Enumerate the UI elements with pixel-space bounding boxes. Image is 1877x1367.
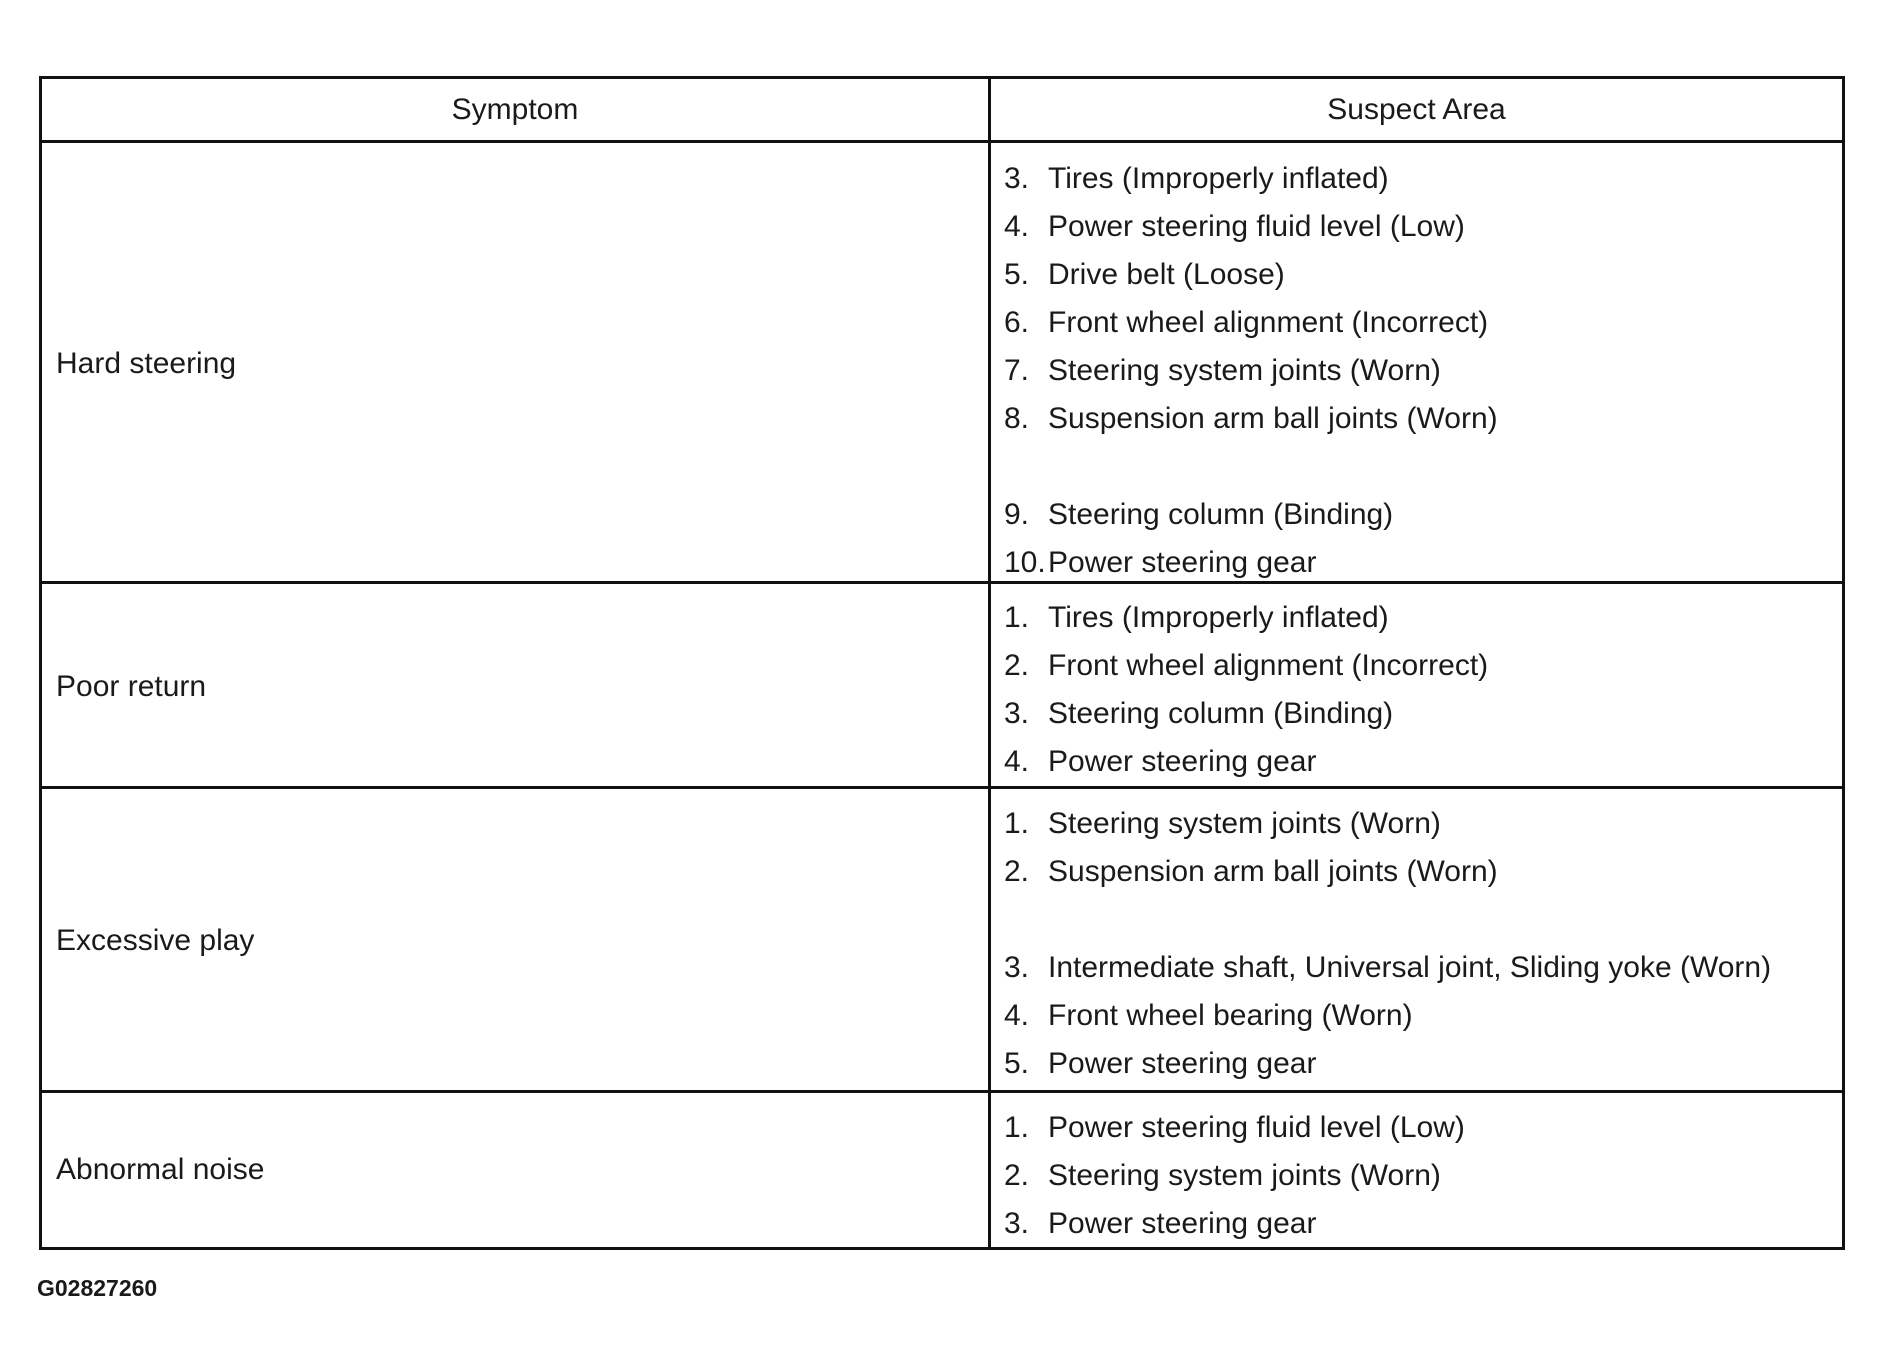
- list-item: 3. Power steering gear: [1004, 1207, 1317, 1240]
- list-item: 1. Power steering fluid level (Low): [1004, 1111, 1465, 1144]
- table-header-row: [42, 79, 1842, 140]
- suspect-area-list: [1004, 594, 1832, 786]
- table-row: [42, 786, 1842, 1093]
- suspect-area-list: [1004, 155, 1832, 587]
- list-item: 5. Drive belt (Loose): [1004, 258, 1285, 291]
- symptom-cell: Abnormal noise: [56, 1153, 265, 1186]
- table-row: [42, 581, 1842, 789]
- list-item: 8. Suspension arm ball joints (Worn): [1004, 402, 1498, 435]
- table-row: [42, 140, 1842, 584]
- list-item: 10. Power steering gear: [1004, 546, 1317, 579]
- list-item: 9. Steering column (Binding): [1004, 498, 1394, 531]
- list-item: 2. Front wheel alignment (Incorrect): [1004, 649, 1489, 682]
- list-item: 2. Steering system joints (Worn): [1004, 1159, 1441, 1192]
- list-item: 4. Power steering fluid level (Low): [1004, 210, 1465, 243]
- figure-id: G02827260: [37, 1275, 158, 1301]
- list-item: 7. Steering system joints (Worn): [1004, 354, 1441, 387]
- list-item: 4. Front wheel bearing (Worn): [1004, 999, 1413, 1032]
- list-item: 3. Intermediate shaft, Universal joint, Sliding yoke (Worn): [1004, 951, 1772, 984]
- column-divider: [988, 79, 991, 1247]
- list-item: 2. Suspension arm ball joints (Worn): [1004, 855, 1498, 888]
- list-item: 1. Tires (Improperly inflated): [1004, 601, 1389, 634]
- list-item: 3. Tires (Improperly inflated): [1004, 162, 1389, 195]
- list-item: 5. Power steering gear: [1004, 1047, 1317, 1080]
- suspect-area-list: [1004, 1104, 1832, 1248]
- symptom-cell: Hard steering: [56, 346, 237, 380]
- table-row: [42, 1090, 1842, 1247]
- suspect-area-list: [1004, 800, 1832, 1088]
- list-item: 3. Steering column (Binding): [1004, 697, 1394, 730]
- list-item: 6. Front wheel alignment (Incorrect): [1004, 306, 1489, 339]
- symptom-table: [39, 76, 1845, 1250]
- symptom-cell: Poor return: [56, 669, 207, 703]
- header-suspect-area: Suspect Area: [1327, 92, 1506, 126]
- list-item: 1. Steering system joints (Worn): [1004, 807, 1441, 840]
- symptom-cell: Excessive play: [56, 924, 255, 957]
- header-symptom: Symptom: [451, 92, 579, 126]
- list-item: 4. Power steering gear: [1004, 745, 1317, 778]
